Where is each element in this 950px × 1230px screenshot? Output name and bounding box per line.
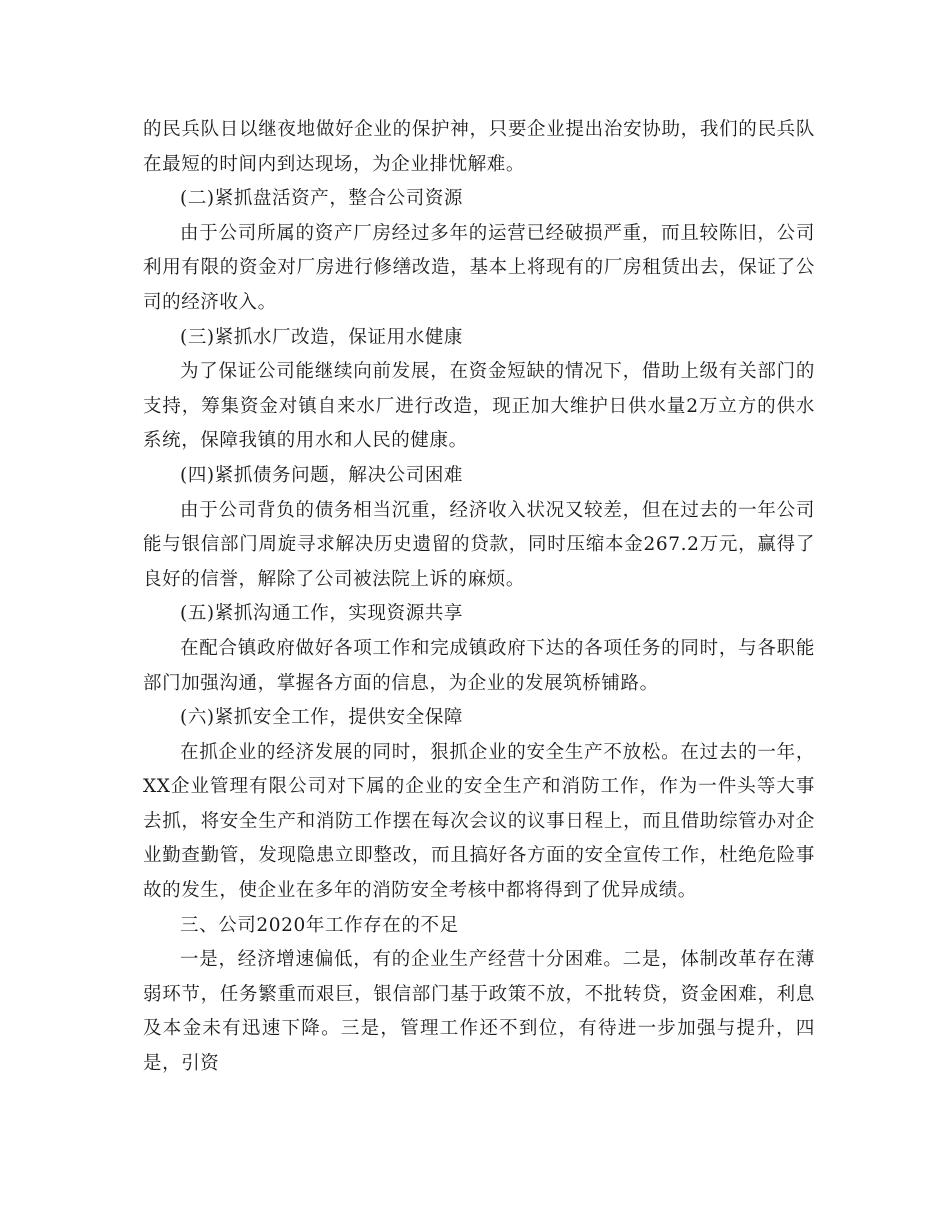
paragraph-shortcomings: 一是，经济增速偏低，有的企业生产经营十分困难。二是，体制改革存在薄弱环节，任务繁重而艰巨，银信部门基于政策不放，不批转贷，资金困难，利息及本金未有迅速下降。三是，管理工作还不到位，有待进一步加强与提升，四是，引资 xyxy=(143,949,815,1075)
paragraph-debt: 由于公司背负的债务相当沉重，经济收入状况又较差，但在过去的一年公司能与银信部门周旋寻求解决历史遗留的贷款，同时压缩本金267.2万元，赢得了良好的信誉，解除了公司被法院上诉的麻烦。 xyxy=(143,499,815,590)
paragraph-assets: 由于公司所属的资产厂房经过多年的运营已经破损严重，而且较陈旧，公司利用有限的资金对厂房进行修缮改造，基本上将现有的厂房租赁出去，保证了公司的经济收入。 xyxy=(143,222,815,313)
paragraph-safety: 在抓企业的经济发展的同时，狠抓企业的安全生产不放松。在过去的一年，XX企业管理有限公司对下属的企业的安全生产和消防工作，作为一件头等大事去抓，将安全生产和消防工作摆在每次会议的议事日程上，而且借助综管办对企业勤查勤管，发现隐患立即整改，而且搞好各方面的安全宣传工作，杜绝危险事故的发生，使企业在多年的消防安全考核中都将得到了优异成绩。 xyxy=(143,741,815,902)
paragraph-communication: 在配合镇政府做好各项工作和完成镇政府下达的各项任务的同时，与各职能部门加强沟通，掌握各方面的信息，为企业的发展筑桥铺路。 xyxy=(143,637,815,694)
section-heading-communication: (五)紧抓沟通工作，实现资源共享 xyxy=(180,603,464,625)
paragraph-water-plant: 为了保证公司能继续向前发展，在资金短缺的情况下，借助上级有关部门的支持，筹集资金对镇自来水厂进行改造，现正加大维护日供水量2万立方的供水系统，保障我镇的用水和人民的健康。 xyxy=(143,361,815,452)
section-heading-assets: (二)紧抓盘活资产，整合公司资源 xyxy=(180,188,464,210)
section-heading-debt: (四)紧抓债务问题，解决公司困难 xyxy=(180,464,464,486)
section-heading-shortcomings: 三、公司2020年工作存在的不足 xyxy=(180,914,459,936)
section-heading-water-plant: (三)紧抓水厂改造，保证用水健康 xyxy=(180,326,464,348)
section-heading-safety: (六)紧抓安全工作，提供安全保障 xyxy=(180,707,464,729)
document-body xyxy=(143,113,815,1082)
paragraph-militia-continued: 的民兵队日以继夜地做好企业的保护神，只要企业提出治安协助，我们的民兵队在最短的时间内到达现场，为企业排忧解难。 xyxy=(143,119,815,175)
